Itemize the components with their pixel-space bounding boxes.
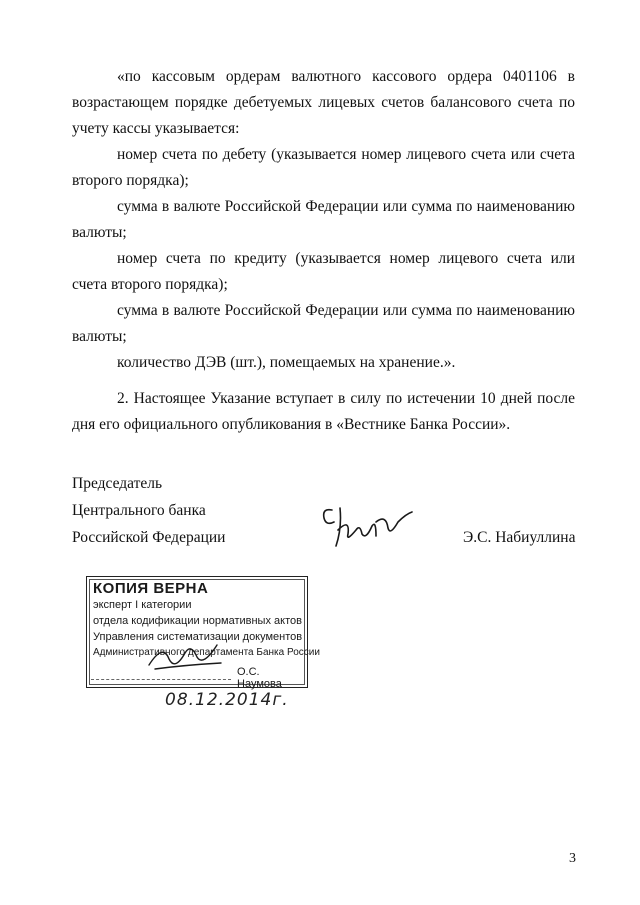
signatory-name: Э.С. Набиуллина <box>463 529 576 546</box>
stamp-line-position: эксперт I категории <box>93 599 192 611</box>
paragraph-effective-date: 2. Настоящее Указание вступает в силу по истечении 10 дней после дня его официального опубликования в «Вестнике Банка России». <box>72 390 575 433</box>
stamp-date: 08.12.2014г. <box>165 690 289 710</box>
signatory-title-line3: Российской Федерации <box>72 529 226 546</box>
stamp-line-directorate: Управления систематизации документов <box>93 631 303 643</box>
signatory-title-line2: Центрального банка <box>72 502 206 519</box>
page-number: 3 <box>569 851 576 866</box>
paragraph-debit-amount: сумма в валюте Российской Федерации или сумма по наименованию валюты; <box>72 198 575 241</box>
paragraph-debit-account: номер счета по дебету (указывается номер лицевого счета или счета второго порядка); <box>72 146 575 189</box>
stamp-name: О.С. Наумова <box>237 666 282 690</box>
signatory-title-line1: Председатель <box>72 475 163 492</box>
handwritten-signature <box>318 500 414 552</box>
stamp-line-department: отдела кодификации нормативных актов <box>93 615 302 627</box>
stamp-signature <box>145 635 225 675</box>
certified-copy-stamp <box>86 576 320 690</box>
stamp-signature-line <box>91 679 231 680</box>
paragraph-quantity: количество ДЭВ (шт.), помещаемых на хранение.». <box>117 354 456 371</box>
paragraph-credit-account: номер счета по кредиту (указывается номер лицевого счета или счета второго порядка); <box>72 250 575 293</box>
paragraph-credit-amount: сумма в валюте Российской Федерации или сумма по наименованию валюты; <box>72 302 575 345</box>
stamp-line-organization: Административного департамента Банка России <box>93 647 320 658</box>
stamp-title: КОПИЯ ВЕРНА <box>93 580 209 597</box>
paragraph-intro: «по кассовым ордерам валютного кассового ордера 0401106 в возрастающем порядке дебетуемых лицевых счетов балансового счета по учету кассы указывается: <box>72 68 575 137</box>
